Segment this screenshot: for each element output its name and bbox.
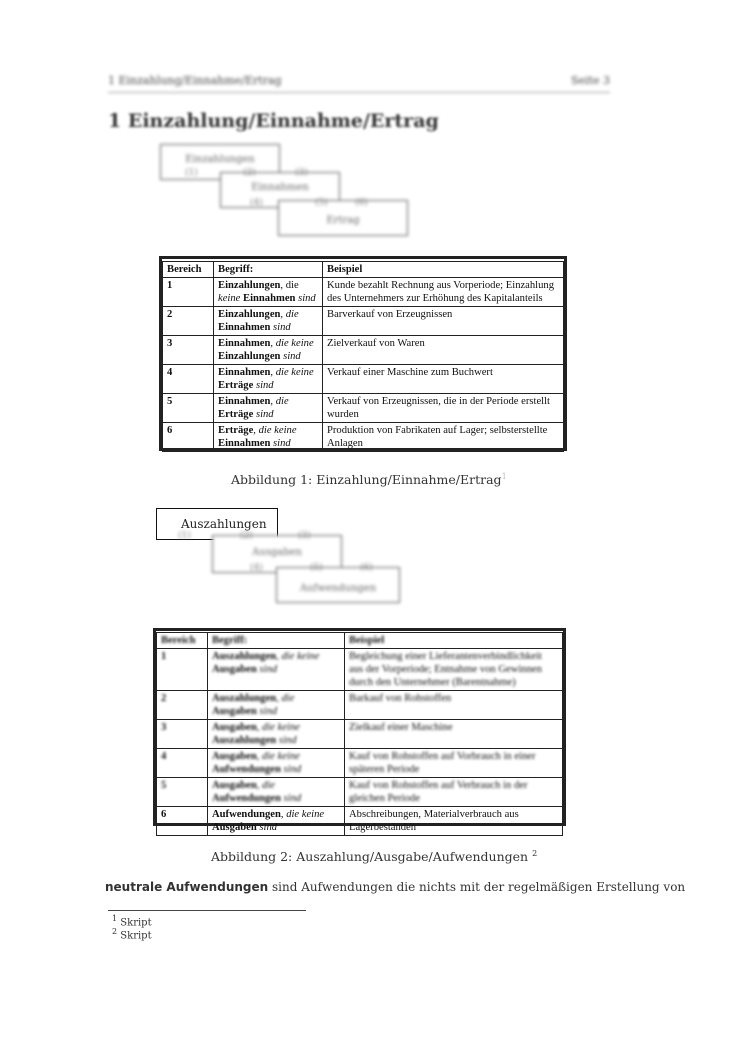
table-row xyxy=(163,278,564,307)
table-row xyxy=(157,691,563,720)
diagram-box-aufwendungen xyxy=(276,567,400,603)
table-cell-begriff xyxy=(214,278,323,307)
begriff-segment: , xyxy=(280,809,287,820)
begriff-segment: sind xyxy=(295,293,316,304)
table-row xyxy=(157,778,563,807)
begriff-segment: Ausgaben xyxy=(212,822,257,833)
table-cell-begriff xyxy=(214,423,323,452)
body-paragraph xyxy=(105,880,685,894)
table-row xyxy=(157,749,563,778)
diagram-label: (1) xyxy=(178,531,191,541)
diagram-box-label: Auszahlungen xyxy=(181,517,267,531)
section-title: 1 Einzahlung/Einnahme/Ertrag xyxy=(108,110,439,132)
footnote-mark: 2 xyxy=(112,927,118,936)
table-auszahlung xyxy=(156,632,563,836)
diagram-box-label: Ausgaben xyxy=(252,547,302,558)
figure-caption-2 xyxy=(211,849,537,864)
begriff-segment: Einnahmen xyxy=(218,396,271,407)
begriff-segment: Auszahlungen xyxy=(212,693,277,704)
table-cell-begriff xyxy=(214,365,323,394)
table-cell-begriff xyxy=(214,336,323,365)
table-cell-beispiel: Kauf von Rohstoffen auf Vorbrauch in einer späteren Periode xyxy=(345,749,563,778)
table-cell-begriff xyxy=(208,649,345,691)
diagram-label: (1) xyxy=(185,168,198,178)
diagram-box-label: Ertrag xyxy=(326,215,360,226)
footnote-text: Skript xyxy=(120,930,152,942)
begriff-segment: sind xyxy=(253,380,274,391)
table-cell-bereich: 5 xyxy=(163,394,214,423)
table-header-row xyxy=(163,262,564,278)
table-cell-bereich: 6 xyxy=(163,423,214,452)
begriff-segment: Einnahmen xyxy=(240,293,296,304)
begriff-segment: Auszahlungen xyxy=(212,735,277,746)
begriff-segment: Einzahlungen xyxy=(218,309,281,320)
table-cell-beispiel: Zielverkauf von Waren xyxy=(323,336,564,365)
diagram-label: (6) xyxy=(360,563,373,573)
table-cell-bereich: 2 xyxy=(157,691,208,720)
table-cell-beispiel: Abschreibungen, Materialverbrauch aus Lagerbeständen xyxy=(345,807,563,836)
begriff-segment: , die keine xyxy=(256,722,300,733)
begriff-segment: sind xyxy=(256,706,278,717)
table2-wrap xyxy=(156,632,563,836)
table-header-row xyxy=(157,633,563,649)
begriff-segment: Ausgaben xyxy=(212,664,257,675)
diagram-label: (3) xyxy=(295,168,308,178)
begriff-segment: Aufwendungen xyxy=(212,809,281,820)
begriff-segment: keine xyxy=(218,293,241,304)
begriff-segment: , die xyxy=(256,780,275,791)
running-header xyxy=(108,74,610,90)
diagram-box-ertrag xyxy=(278,200,408,236)
footnote-ref: 1 xyxy=(501,472,507,481)
begriff-segment: Aufwendungen xyxy=(212,764,281,775)
begriff-segment: Ausgaben xyxy=(212,706,257,717)
table-row xyxy=(163,336,564,365)
begriff-segment: sind xyxy=(256,664,278,675)
diagram-label: (4) xyxy=(250,563,263,573)
table-cell-beispiel: Kunde bezahlt Rechnung aus Vorperiode; Einzahlung des Unternehmers zur Erhöhung des Kapitalanteils xyxy=(323,278,564,307)
table-row xyxy=(157,807,563,836)
begriff-segment: Erträge xyxy=(218,380,254,391)
footnote-mark: 1 xyxy=(112,914,118,923)
caption-text: Abbildung 2: Auszahlung/Ausgabe/Aufwendungen xyxy=(211,849,529,865)
begriff-segment: die keine xyxy=(286,809,325,820)
begriff-segment: , die xyxy=(270,396,289,407)
diagram-label: (4) xyxy=(250,198,263,208)
table-header-cell: Bereich xyxy=(163,262,214,278)
begriff-segment: , die keine xyxy=(253,425,297,436)
diagram-label: (2) xyxy=(240,531,253,541)
table-cell-beispiel: Verkauf einer Maschine zum Buchwert xyxy=(323,365,564,394)
table-cell-begriff xyxy=(214,307,323,336)
table-cell-begriff xyxy=(208,691,345,720)
begriff-segment: sind xyxy=(280,351,301,362)
begriff-segment: , die keine xyxy=(270,367,314,378)
diagram-box-label: Aufwendungen xyxy=(299,583,377,594)
table-cell-bereich: 3 xyxy=(163,336,214,365)
begriff-segment: Einnahmen xyxy=(218,322,271,333)
begriff-segment: Einnahmen xyxy=(218,367,271,378)
table-einzahlung xyxy=(162,261,564,452)
table-header-cell: Begriff: xyxy=(208,633,345,649)
table-cell-begriff xyxy=(208,778,345,807)
begriff-segment: Erträge xyxy=(218,409,254,420)
begriff-segment: sind xyxy=(270,438,291,449)
diagram-box-label: Einnahmen xyxy=(251,182,309,193)
table-cell-bereich: 5 xyxy=(157,778,208,807)
footnote-2 xyxy=(112,927,152,941)
table-header-cell: Begriff: xyxy=(214,262,323,278)
table-header-cell: Beispiel xyxy=(345,633,563,649)
table-cell-beispiel: Produktion von Fabrikaten auf Lager; selbsterstellte Anlagen xyxy=(323,423,564,452)
table1-wrap xyxy=(162,261,564,452)
table-cell-bereich: 3 xyxy=(157,720,208,749)
running-header-left: 1 Einzahlung/Einnahme/Ertrag xyxy=(108,74,282,87)
begriff-segment: , die xyxy=(280,280,299,291)
begriff-segment: Einzahlungen xyxy=(218,280,281,291)
diagram-label: (5) xyxy=(315,198,328,208)
table-cell-bereich: 1 xyxy=(163,278,214,307)
table-cell-bereich: 2 xyxy=(163,307,214,336)
table-cell-bereich: 6 xyxy=(157,807,208,836)
begriff-segment: Erträge xyxy=(218,425,254,436)
table-cell-beispiel: Verkauf von Erzeugnissen, die in der Periode erstellt wurden xyxy=(323,394,564,423)
diagram-label: (3) xyxy=(298,531,311,541)
table-cell-begriff xyxy=(208,807,345,836)
table-cell-begriff xyxy=(208,749,345,778)
table-cell-beispiel: Barverkauf von Erzeugnissen xyxy=(323,307,564,336)
diagram-auszahlung xyxy=(150,505,420,605)
begriff-segment: Einnahmen xyxy=(218,338,271,349)
begriff-segment: , die keine xyxy=(276,651,320,662)
body-term: neutrale Aufwendungen xyxy=(105,880,269,894)
diagram-einzahlung xyxy=(155,140,415,240)
begriff-segment: Einnahmen xyxy=(218,438,271,449)
table-row xyxy=(157,649,563,691)
begriff-segment: Ausgaben xyxy=(212,722,257,733)
table-row xyxy=(163,423,564,452)
table-header-cell: Beispiel xyxy=(323,262,564,278)
table-cell-bereich: 1 xyxy=(157,649,208,691)
table-header-cell: Bereich xyxy=(157,633,208,649)
header-rule xyxy=(108,92,610,93)
begriff-segment: , die keine xyxy=(256,751,300,762)
table-row xyxy=(157,720,563,749)
table-cell-beispiel: Barkauf von Rohstoffen xyxy=(345,691,563,720)
table-row xyxy=(163,365,564,394)
begriff-segment: , die keine xyxy=(270,338,314,349)
table-cell-bereich: 4 xyxy=(157,749,208,778)
diagram-box-label: Einzahlungen xyxy=(185,154,255,165)
footnote-ref: 2 xyxy=(532,849,538,858)
diagram-label: (5) xyxy=(310,563,323,573)
begriff-segment: sind xyxy=(280,764,302,775)
diagram-label: (2) xyxy=(243,168,256,178)
table-cell-bereich: 4 xyxy=(163,365,214,394)
table-cell-beispiel: Begleichung einer Lieferantenverbindlichkeit aus der Vorperiode; Entnahme von Gewinnen durch den Unternehmer (Barentnahme) xyxy=(345,649,563,691)
begriff-segment: Auszahlungen xyxy=(212,651,277,662)
begriff-segment: , die xyxy=(276,693,295,704)
begriff-segment: Ausgaben xyxy=(212,751,257,762)
table-cell-begriff xyxy=(214,394,323,423)
table-cell-beispiel: Zielkauf einer Maschine xyxy=(345,720,563,749)
figure-caption-1 xyxy=(231,472,507,487)
running-header-page: Seite 3 xyxy=(571,74,610,87)
caption-text: Abbildung 1: Einzahlung/Einnahme/Ertrag xyxy=(231,472,502,488)
begriff-segment: , die xyxy=(280,309,299,320)
begriff-segment: sind xyxy=(256,822,278,833)
table-row xyxy=(163,394,564,423)
begriff-segment: sind xyxy=(253,409,274,420)
begriff-segment: Einzahlungen xyxy=(218,351,281,362)
begriff-segment: sind xyxy=(276,735,297,746)
body-text: sind Aufwendungen die nichts mit der regelmäßigen Erstellung von xyxy=(268,880,686,894)
table-cell-beispiel: Kauf von Rohstoffen auf Verbrauch in der gleichen Periode xyxy=(345,778,563,807)
footnote-text: Skript xyxy=(120,917,152,929)
footnote-rule xyxy=(108,910,306,911)
table-row xyxy=(163,307,564,336)
table-cell-begriff xyxy=(208,720,345,749)
begriff-segment: sind xyxy=(280,793,302,804)
diagram-label: (6) xyxy=(355,198,368,208)
begriff-segment: Aufwendungen xyxy=(212,793,281,804)
begriff-segment: Ausgaben xyxy=(212,780,257,791)
begriff-segment: sind xyxy=(270,322,291,333)
